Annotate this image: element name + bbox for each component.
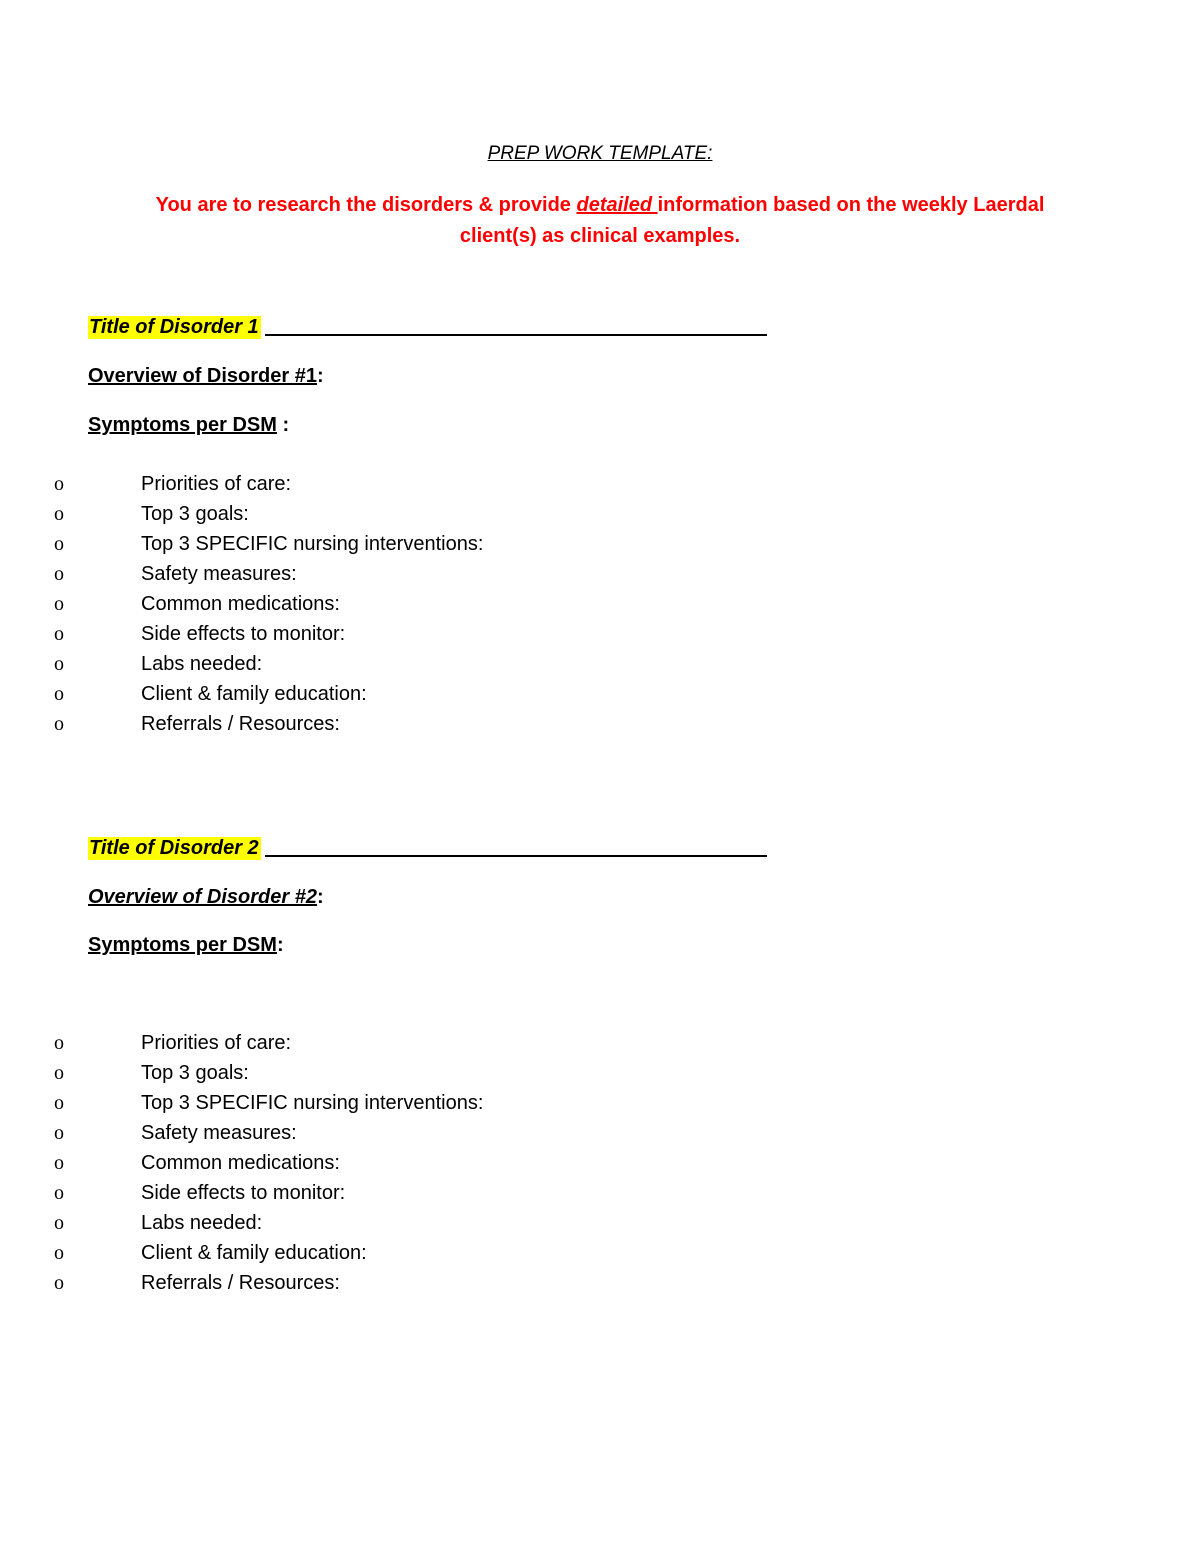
bullet-icon: o — [54, 623, 64, 645]
bullet-icon: o — [54, 1092, 64, 1114]
instructions-emphasis: detailed — [576, 194, 658, 216]
bullet-icon: o — [54, 473, 64, 495]
disorder-2-symptoms-heading: Symptoms per DSM: — [88, 934, 284, 956]
bullet-icon: o — [54, 1152, 64, 1174]
bullet-icon: o — [54, 1122, 64, 1144]
bullet-icon: o — [54, 683, 64, 705]
disorder-1-title: Title of Disorder 1 — [89, 316, 259, 338]
bullet-icon: o — [54, 1242, 64, 1264]
bullet-icon: o — [54, 503, 64, 525]
instructions-after: information based on the weekly Laerdal client(s) as clinical examples. — [459, 194, 1045, 247]
bullet-icon: o — [54, 1272, 64, 1294]
bullet-icon: o — [54, 713, 64, 735]
bullet-icon: o — [54, 563, 64, 585]
instructions-text — [130, 190, 1070, 252]
disorder-1-title-line — [88, 316, 767, 339]
document-title: PREP WORK TEMPLATE: — [487, 143, 713, 164]
bullet-icon: o — [54, 653, 64, 675]
document-page: PREP WORK TEMPLATE: You are to research the disorders & provide detailed information based on the weekly Laerdal client(s) as clinical examples. Title of Disorder 1 Overview of Disorder #1: Symptoms per DSM : o Priorities of care: o Top 3 goals: o Top 3 SPECIFIC nursing interventions: o Safety measures: o Common medications: o Side effects to monitor: o Labs needed: o Client & family education: o Referrals / Resources: Title of Disorder 2 Overview of Disorder #2: Symptoms per DSM: o Priorities of care: o Top 3 goals: o Top 3 SPECIFIC nursing interventions: o Safety measures: o Common medications: o Side effects to monitor: o Labs needed: o Client & family education: o Referrals / Resources: — [0, 0, 1200, 1553]
bullet-icon: o — [54, 593, 64, 615]
instructions-before: You are to research the disorders & provide — [155, 194, 577, 216]
disorder-2-overview-heading: Overview of Disorder #2: — [88, 886, 324, 908]
disorder-1-blank-line — [265, 334, 767, 336]
disorder-2-title: Title of Disorder 2 — [89, 837, 259, 859]
bullet-icon: o — [54, 533, 64, 555]
disorder-1-symptoms-heading: Symptoms per DSM : — [88, 414, 290, 436]
bullet-icon: o — [54, 1062, 64, 1084]
disorder-1-overview-heading: Overview of Disorder #1: — [88, 365, 324, 387]
disorder-2-blank-line — [265, 855, 767, 857]
bullet-icon: o — [54, 1182, 64, 1204]
bullet-icon: o — [54, 1032, 64, 1054]
bullet-icon: o — [54, 1212, 64, 1234]
disorder-2-title-line — [88, 837, 767, 860]
